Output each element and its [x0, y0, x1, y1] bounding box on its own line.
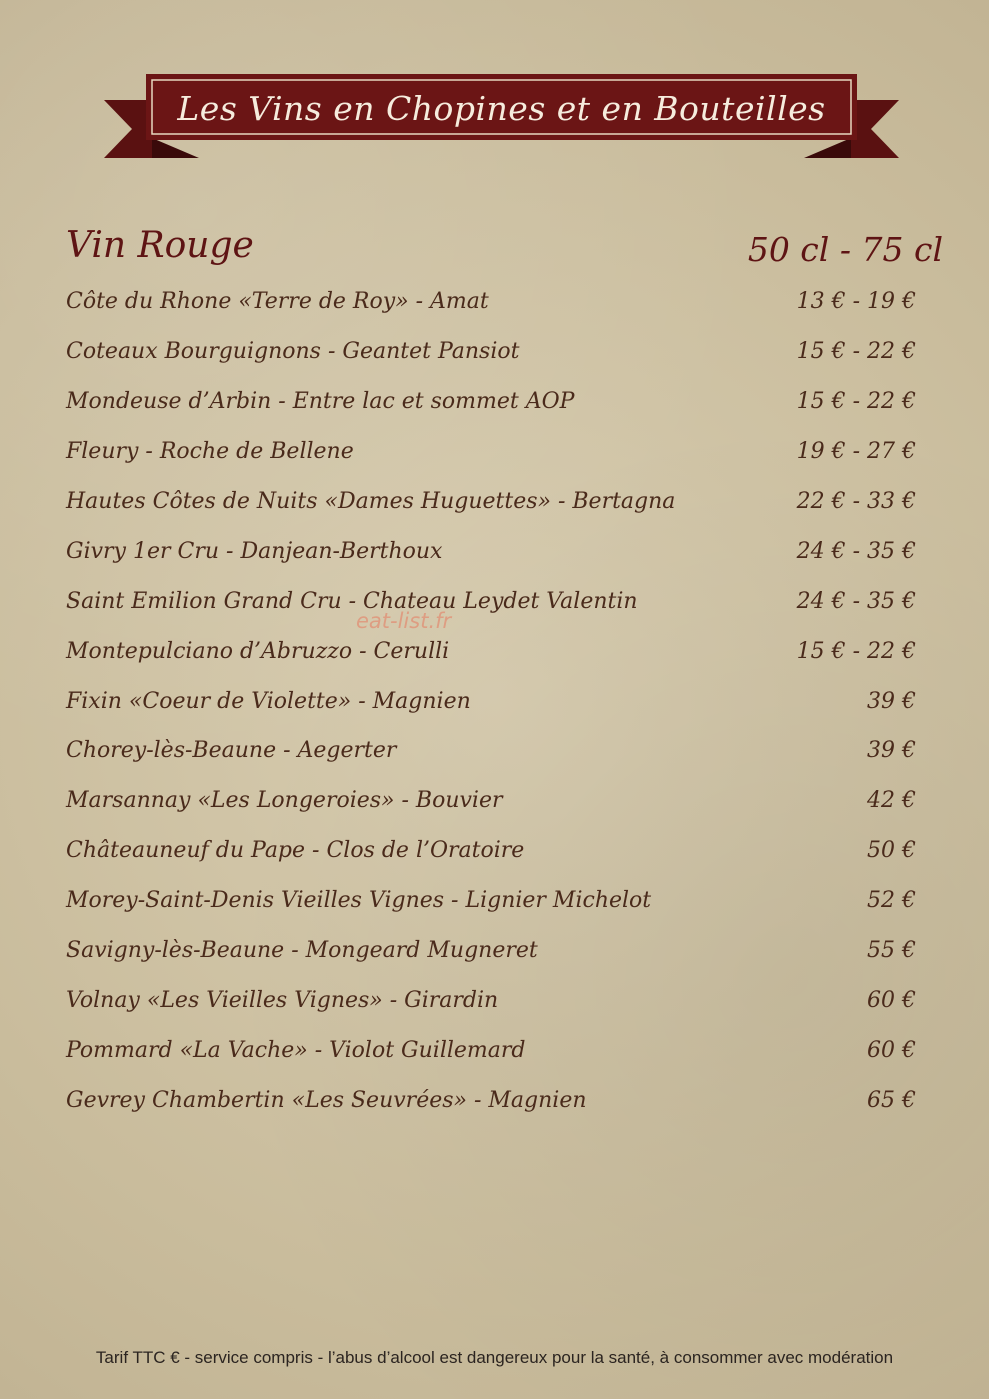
wine-row	[66, 1025, 916, 1075]
title-ribbon-banner	[104, 70, 899, 165]
section-bottle-sizes: 50 cl - 75 cl	[747, 230, 943, 269]
wine-row	[66, 377, 916, 427]
wine-name: Côte du Rhone «Terre de Roy» - Amat	[66, 289, 489, 315]
wine-price: 60 €	[867, 1037, 916, 1063]
wine-name: Savigny-lès-Beaune - Mongeard Mugneret	[66, 938, 538, 964]
wine-row	[66, 776, 916, 826]
watermark-text: eat-list.fr	[356, 609, 452, 633]
wine-price: 65 €	[867, 1087, 916, 1113]
wine-price: 42 €	[867, 788, 916, 814]
wine-price: 15 € - 22 €	[796, 638, 916, 664]
wine-name: Châteauneuf du Pape - Clos de l’Oratoire	[66, 838, 525, 864]
wine-row	[66, 626, 916, 676]
wine-row	[66, 726, 916, 776]
footer-note: Tarif TTC € - service compris - l’abus d’alcool est dangereux pour la santé, à consommer avec modération	[95, 1348, 894, 1367]
wine-price: 22 € - 33 €	[796, 489, 916, 514]
wine-name: Morey-Saint-Denis Vieilles Vignes - Lignier Michelot	[66, 888, 652, 914]
wine-price: 13 € - 19 €	[796, 289, 916, 315]
wine-name: Volnay «Les Vieilles Vignes» - Girardin	[66, 987, 499, 1013]
wine-price: 55 €	[867, 938, 916, 964]
wine-price: 39 €	[867, 738, 916, 764]
wine-price: 19 € - 27 €	[796, 439, 916, 465]
wine-row	[66, 277, 916, 327]
wine-name: Saint Emilion Grand Cru - Chateau Leydet Valentin	[66, 588, 638, 614]
banner-title: Les Vins en Chopines et en Bouteilles	[177, 89, 826, 128]
wine-row	[66, 926, 916, 976]
wine-name: Fleury - Roche de Bellene	[66, 439, 354, 465]
wine-price: 60 €	[867, 987, 916, 1013]
wine-name: Hautes Côtes de Nuits «Dames Huguettes» - Bertagna	[66, 489, 676, 514]
wine-row	[66, 327, 916, 377]
wine-price: 24 € - 35 €	[796, 538, 916, 564]
wine-name: Mondeuse d’Arbin - Entre lac et sommet AOP	[66, 389, 575, 415]
wine-row	[66, 876, 916, 926]
wine-name: Coteaux Bourguignons - Geantet Pansiot	[66, 339, 520, 365]
wine-name: Chorey-lès-Beaune - Aegerter	[66, 738, 397, 764]
wine-name: Fixin «Coeur de Violette» - Magnien	[66, 688, 471, 714]
wine-row	[66, 477, 916, 527]
wine-row	[66, 1075, 916, 1125]
wine-name: Pommard «La Vache» - Violot Guillemard	[66, 1037, 526, 1063]
wine-row	[66, 975, 916, 1025]
wine-price: 39 €	[867, 688, 916, 714]
section-title: Vin Rouge	[66, 225, 254, 266]
wine-price: 52 €	[867, 888, 916, 914]
wine-name: Givry 1er Cru - Danjean-Berthoux	[66, 538, 443, 564]
wine-name: Montepulciano d’Abruzzo - Cerulli	[66, 638, 450, 664]
wine-name: Marsannay «Les Longeroies» - Bouvier	[66, 788, 503, 814]
wine-price: 50 €	[867, 838, 916, 864]
wine-row	[66, 676, 916, 726]
wine-price: 15 € - 22 €	[796, 339, 916, 365]
wine-row	[66, 576, 916, 626]
wine-row	[66, 826, 916, 876]
wine-price: 15 € - 22 €	[796, 389, 916, 415]
wine-price: 24 € - 35 €	[796, 588, 916, 614]
wine-name: Gevrey Chambertin «Les Seuvrées» - Magnien	[66, 1087, 587, 1113]
wine-row	[66, 526, 916, 576]
wine-row	[66, 427, 916, 477]
wine-list	[66, 277, 916, 1125]
